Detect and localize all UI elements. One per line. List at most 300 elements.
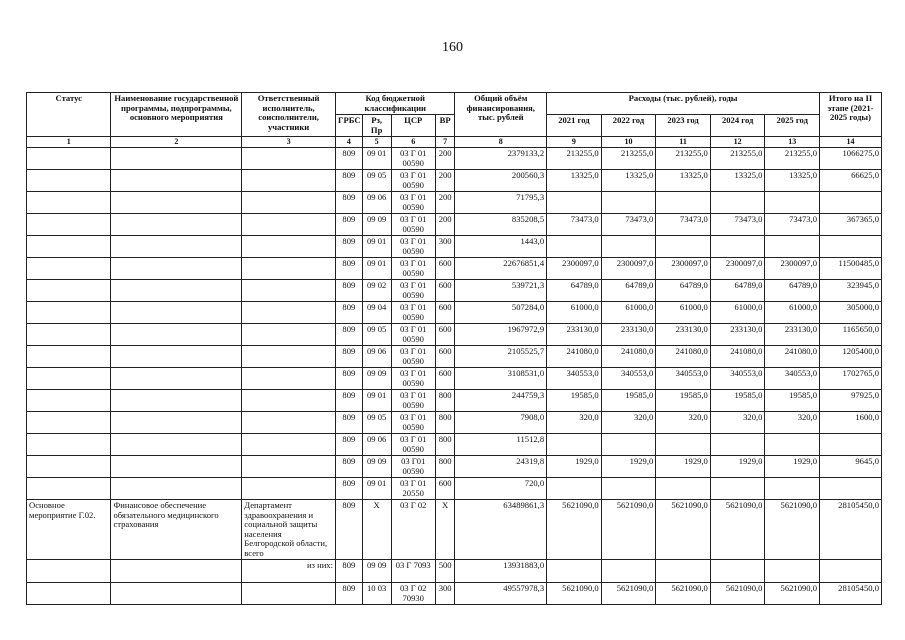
program-cell <box>111 346 242 368</box>
table-row <box>27 280 882 302</box>
year-2022-cell <box>601 192 656 214</box>
vr-cell: 200 <box>435 192 455 214</box>
year-2023-cell: 5621090,0 <box>656 500 711 560</box>
rz-pr-cell: 09 09 <box>362 560 391 583</box>
status-cell <box>27 302 111 324</box>
stage-total-cell <box>820 434 882 456</box>
csr-cell: 03 Г 01 00590 <box>391 368 435 390</box>
table-header <box>27 93 882 148</box>
csr-cell: 03 Г 7093 <box>391 560 435 583</box>
rz-pr-cell: 09 02 <box>362 280 391 302</box>
year-2021-cell: 5621090,0 <box>547 583 602 605</box>
program-cell <box>111 280 242 302</box>
year-2021-cell <box>547 560 602 583</box>
year-2025-cell: 5621090,0 <box>765 500 820 560</box>
vr-cell: 600 <box>435 280 455 302</box>
executor-cell <box>242 412 336 434</box>
year-2022-cell: 1929,0 <box>601 456 656 478</box>
column-number-row <box>27 137 882 148</box>
program-cell <box>111 192 242 214</box>
column-number: 7 <box>435 137 455 148</box>
status-cell <box>27 412 111 434</box>
column-number: 14 <box>820 137 882 148</box>
column-number: 8 <box>455 137 547 148</box>
year-2022-cell: 2300097,0 <box>601 258 656 280</box>
column-number: 4 <box>335 137 362 148</box>
year-2025-cell: 13325,0 <box>765 170 820 192</box>
year-2021-cell: 13325,0 <box>547 170 602 192</box>
vr-cell: 600 <box>435 478 455 500</box>
executor-cell <box>242 346 336 368</box>
table-row <box>27 412 882 434</box>
vr-cell: 600 <box>435 368 455 390</box>
header-year-2021: 2021 год <box>547 115 602 137</box>
year-2023-cell: 19585,0 <box>656 390 711 412</box>
csr-cell: 03 Г 02 <box>391 500 435 560</box>
year-2022-cell <box>601 236 656 258</box>
year-2022-cell: 13325,0 <box>601 170 656 192</box>
year-2025-cell: 213255,0 <box>765 148 820 170</box>
column-number: 12 <box>710 137 765 148</box>
year-2023-cell: 213255,0 <box>656 148 711 170</box>
year-2025-cell: 241080,0 <box>765 346 820 368</box>
status-cell <box>27 368 111 390</box>
year-2024-cell: 5621090,0 <box>710 583 765 605</box>
year-2023-cell: 5621090,0 <box>656 583 711 605</box>
column-number: 13 <box>765 137 820 148</box>
year-2025-cell <box>765 478 820 500</box>
rz-pr-cell: 09 01 <box>362 258 391 280</box>
csr-cell: 03 Г 01 00590 <box>391 258 435 280</box>
year-2025-cell <box>765 434 820 456</box>
year-2021-cell: 61000,0 <box>547 302 602 324</box>
header-rz-pr: Рз, Пр <box>362 115 391 137</box>
total-volume-cell: 244759,3 <box>455 390 547 412</box>
header-program: Наименование государственной программы, подпрограммы, основного мероприятия <box>111 93 242 137</box>
stage-total-cell <box>820 560 882 583</box>
program-cell <box>111 324 242 346</box>
stage-total-cell: 367365,0 <box>820 214 882 236</box>
executor-cell <box>242 170 336 192</box>
year-2023-cell: 2300097,0 <box>656 258 711 280</box>
grbs-cell: 809 <box>335 346 362 368</box>
table-body <box>27 148 882 605</box>
executor-cell <box>242 236 336 258</box>
year-2021-cell <box>547 192 602 214</box>
year-2023-cell <box>656 192 711 214</box>
grbs-cell: 809 <box>335 583 362 605</box>
stage-total-cell <box>820 192 882 214</box>
year-2021-cell: 241080,0 <box>547 346 602 368</box>
header-year-2025: 2025 год <box>765 115 820 137</box>
year-2021-cell: 19585,0 <box>547 390 602 412</box>
total-volume-cell: 71795,3 <box>455 192 547 214</box>
program-cell <box>111 560 242 583</box>
status-cell <box>27 214 111 236</box>
rz-pr-cell: 09 01 <box>362 148 391 170</box>
program-cell <box>111 478 242 500</box>
grbs-cell: 809 <box>335 434 362 456</box>
rz-pr-cell: 09 05 <box>362 412 391 434</box>
stage-total-cell: 305000,0 <box>820 302 882 324</box>
total-volume-cell: 1443,0 <box>455 236 547 258</box>
year-2025-cell: 2300097,0 <box>765 258 820 280</box>
status-cell <box>27 170 111 192</box>
grbs-cell: 809 <box>335 170 362 192</box>
year-2023-cell: 13325,0 <box>656 170 711 192</box>
executor-cell <box>242 148 336 170</box>
year-2024-cell: 320,0 <box>710 412 765 434</box>
table-row <box>27 258 882 280</box>
year-2022-cell: 5621090,0 <box>601 500 656 560</box>
vr-cell: 800 <box>435 390 455 412</box>
year-2024-cell: 340553,0 <box>710 368 765 390</box>
year-2025-cell: 320,0 <box>765 412 820 434</box>
program-cell <box>111 434 242 456</box>
csr-cell: 03 Г 01 00590 <box>391 302 435 324</box>
year-2023-cell: 61000,0 <box>656 302 711 324</box>
executor-cell <box>242 258 336 280</box>
year-2025-cell: 64789,0 <box>765 280 820 302</box>
status-cell <box>27 280 111 302</box>
grbs-cell: 809 <box>335 368 362 390</box>
rz-pr-cell: 09 05 <box>362 170 391 192</box>
table-row <box>27 346 882 368</box>
grbs-cell: 809 <box>335 280 362 302</box>
stage-total-cell: 1066275,0 <box>820 148 882 170</box>
table-row <box>27 390 882 412</box>
table-row <box>27 560 882 583</box>
csr-cell: 03 Г01 00590 <box>391 456 435 478</box>
total-volume-cell: 7908,0 <box>455 412 547 434</box>
csr-cell: 03 Г 01 00590 <box>391 170 435 192</box>
executor-cell <box>242 280 336 302</box>
grbs-cell: 809 <box>335 192 362 214</box>
rz-pr-cell: 09 01 <box>362 236 391 258</box>
program-cell <box>111 368 242 390</box>
status-cell <box>27 583 111 605</box>
table-row <box>27 583 882 605</box>
vr-cell: Х <box>435 500 455 560</box>
status-cell <box>27 236 111 258</box>
total-volume-cell: 3108531,0 <box>455 368 547 390</box>
year-2021-cell: 340553,0 <box>547 368 602 390</box>
column-number: 11 <box>656 137 711 148</box>
year-2025-cell <box>765 236 820 258</box>
column-number: 5 <box>362 137 391 148</box>
grbs-cell: 809 <box>335 302 362 324</box>
program-cell <box>111 148 242 170</box>
year-2021-cell: 213255,0 <box>547 148 602 170</box>
year-2023-cell: 1929,0 <box>656 456 711 478</box>
total-volume-cell: 720,0 <box>455 478 547 500</box>
rz-pr-cell: 09 09 <box>362 214 391 236</box>
total-volume-cell: 2105525,7 <box>455 346 547 368</box>
vr-cell: 200 <box>435 148 455 170</box>
stage-total-cell: 323945,0 <box>820 280 882 302</box>
year-2023-cell: 64789,0 <box>656 280 711 302</box>
year-2023-cell <box>656 560 711 583</box>
executor-cell <box>242 456 336 478</box>
header-budget-code: Код бюджетной классификации <box>335 93 454 115</box>
year-2024-cell: 233130,0 <box>710 324 765 346</box>
year-2021-cell: 2300097,0 <box>547 258 602 280</box>
grbs-cell: 809 <box>335 456 362 478</box>
header-vr: ВР <box>435 115 455 137</box>
total-volume-cell: 22676851,4 <box>455 258 547 280</box>
executor-cell <box>242 192 336 214</box>
grbs-cell: 809 <box>335 412 362 434</box>
csr-cell: 03 Г 01 00590 <box>391 214 435 236</box>
executor-cell <box>242 302 336 324</box>
year-2025-cell: 340553,0 <box>765 368 820 390</box>
rz-pr-cell: 09 09 <box>362 368 391 390</box>
year-2021-cell: 233130,0 <box>547 324 602 346</box>
vr-cell: 600 <box>435 346 455 368</box>
year-2021-cell: 5621090,0 <box>547 500 602 560</box>
table-row <box>27 500 882 560</box>
vr-cell: 600 <box>435 302 455 324</box>
year-2022-cell: 64789,0 <box>601 280 656 302</box>
header-csr: ЦСР <box>391 115 435 137</box>
year-2021-cell: 73473,0 <box>547 214 602 236</box>
header-executor: Ответственный исполнитель, соисполнители, участники <box>242 93 336 137</box>
year-2025-cell: 5621090,0 <box>765 583 820 605</box>
csr-cell: 03 Г 01 00590 <box>391 324 435 346</box>
rz-pr-cell: Х <box>362 500 391 560</box>
year-2023-cell: 241080,0 <box>656 346 711 368</box>
vr-cell: 300 <box>435 236 455 258</box>
stage-total-cell: 1205400,0 <box>820 346 882 368</box>
year-2021-cell <box>547 236 602 258</box>
total-volume-cell: 200560,3 <box>455 170 547 192</box>
year-2025-cell: 19585,0 <box>765 390 820 412</box>
grbs-cell: 809 <box>335 258 362 280</box>
total-volume-cell: 24319,8 <box>455 456 547 478</box>
executor-cell <box>242 214 336 236</box>
rz-pr-cell: 09 04 <box>362 302 391 324</box>
header-status: Статус <box>27 93 111 137</box>
status-cell <box>27 456 111 478</box>
year-2023-cell: 340553,0 <box>656 368 711 390</box>
total-volume-cell: 11512,8 <box>455 434 547 456</box>
executor-cell <box>242 478 336 500</box>
total-volume-cell: 63489861,3 <box>455 500 547 560</box>
status-cell <box>27 324 111 346</box>
rz-pr-cell: 09 05 <box>362 324 391 346</box>
csr-cell: 03 Г 01 00590 <box>391 346 435 368</box>
year-2025-cell: 73473,0 <box>765 214 820 236</box>
rz-pr-cell: 09 01 <box>362 478 391 500</box>
vr-cell: 500 <box>435 560 455 583</box>
csr-cell: 03 Г 01 00590 <box>391 390 435 412</box>
column-number: 1 <box>27 137 111 148</box>
year-2022-cell: 233130,0 <box>601 324 656 346</box>
column-number: 6 <box>391 137 435 148</box>
year-2024-cell: 2300097,0 <box>710 258 765 280</box>
program-cell <box>111 236 242 258</box>
table-row <box>27 478 882 500</box>
table-row <box>27 434 882 456</box>
year-2023-cell: 73473,0 <box>656 214 711 236</box>
stage-total-cell: 66625,0 <box>820 170 882 192</box>
rz-pr-cell: 09 06 <box>362 192 391 214</box>
table-row <box>27 214 882 236</box>
year-2022-cell: 241080,0 <box>601 346 656 368</box>
status-cell <box>27 434 111 456</box>
stage-total-cell <box>820 478 882 500</box>
stage-total-cell: 1165650,0 <box>820 324 882 346</box>
vr-cell: 800 <box>435 456 455 478</box>
program-cell <box>111 583 242 605</box>
year-2024-cell <box>710 560 765 583</box>
program-cell <box>111 302 242 324</box>
rz-pr-cell: 09 01 <box>362 390 391 412</box>
executor-cell: из них: <box>242 560 336 583</box>
table-row <box>27 148 882 170</box>
vr-cell: 800 <box>435 434 455 456</box>
executor-cell <box>242 583 336 605</box>
year-2024-cell: 1929,0 <box>710 456 765 478</box>
status-cell <box>27 192 111 214</box>
csr-cell: 03 Г 01 00590 <box>391 412 435 434</box>
stage-total-cell: 28105450,0 <box>820 583 882 605</box>
header-total-volume: Общий объём финансирования, тыс. рублей <box>455 93 547 137</box>
stage-total-cell: 11500485,0 <box>820 258 882 280</box>
year-2023-cell <box>656 434 711 456</box>
executor-cell <box>242 434 336 456</box>
year-2024-cell: 5621090,0 <box>710 500 765 560</box>
year-2022-cell: 73473,0 <box>601 214 656 236</box>
total-volume-cell: 539721,3 <box>455 280 547 302</box>
budget-table <box>26 92 882 605</box>
rz-pr-cell: 10 03 <box>362 583 391 605</box>
vr-cell: 200 <box>435 170 455 192</box>
year-2025-cell: 61000,0 <box>765 302 820 324</box>
program-cell: Финансовое обеспечение обязательного медицинского страхования <box>111 500 242 560</box>
status-cell <box>27 560 111 583</box>
year-2024-cell <box>710 478 765 500</box>
table-row <box>27 192 882 214</box>
table-row <box>27 302 882 324</box>
executor-cell <box>242 368 336 390</box>
year-2022-cell <box>601 560 656 583</box>
grbs-cell: 809 <box>335 324 362 346</box>
executor-cell <box>242 390 336 412</box>
stage-total-cell <box>820 236 882 258</box>
year-2024-cell <box>710 192 765 214</box>
year-2024-cell: 61000,0 <box>710 302 765 324</box>
table-row <box>27 324 882 346</box>
grbs-cell: 809 <box>335 500 362 560</box>
year-2023-cell: 233130,0 <box>656 324 711 346</box>
program-cell <box>111 258 242 280</box>
year-2023-cell <box>656 478 711 500</box>
year-2022-cell <box>601 478 656 500</box>
year-2022-cell: 340553,0 <box>601 368 656 390</box>
program-cell <box>111 214 242 236</box>
year-2024-cell: 13325,0 <box>710 170 765 192</box>
grbs-cell: 809 <box>335 236 362 258</box>
year-2024-cell: 19585,0 <box>710 390 765 412</box>
grbs-cell: 809 <box>335 214 362 236</box>
status-cell <box>27 148 111 170</box>
year-2025-cell <box>765 192 820 214</box>
year-2022-cell: 213255,0 <box>601 148 656 170</box>
year-2022-cell: 19585,0 <box>601 390 656 412</box>
year-2021-cell <box>547 434 602 456</box>
status-cell <box>27 478 111 500</box>
page-number: 160 <box>442 40 463 55</box>
year-2022-cell: 5621090,0 <box>601 583 656 605</box>
total-volume-cell: 49557978,3 <box>455 583 547 605</box>
header-year-2024: 2024 год <box>710 115 765 137</box>
year-2024-cell: 73473,0 <box>710 214 765 236</box>
vr-cell: 800 <box>435 412 455 434</box>
program-cell <box>111 390 242 412</box>
stage-total-cell: 9645,0 <box>820 456 882 478</box>
csr-cell: 03 Г 01 00590 <box>391 192 435 214</box>
table-row <box>27 456 882 478</box>
status-cell <box>27 390 111 412</box>
csr-cell: 03 Г 02 70930 <box>391 583 435 605</box>
vr-cell: 200 <box>435 214 455 236</box>
year-2022-cell <box>601 434 656 456</box>
year-2024-cell <box>710 434 765 456</box>
grbs-cell: 809 <box>335 560 362 583</box>
year-2025-cell: 1929,0 <box>765 456 820 478</box>
year-2024-cell <box>710 236 765 258</box>
header-grbs: ГРБС <box>335 115 362 137</box>
header-expenses: Расходы (тыс. рублей), годы <box>547 93 820 115</box>
table-row <box>27 170 882 192</box>
csr-cell: 03 Г 01 00590 <box>391 148 435 170</box>
table-row <box>27 368 882 390</box>
grbs-cell: 809 <box>335 478 362 500</box>
year-2022-cell: 61000,0 <box>601 302 656 324</box>
table-row <box>27 236 882 258</box>
rz-pr-cell: 09 06 <box>362 434 391 456</box>
year-2023-cell: 320,0 <box>656 412 711 434</box>
csr-cell: 03 Г 01 00590 <box>391 280 435 302</box>
stage-total-cell: 1600,0 <box>820 412 882 434</box>
stage-total-cell: 28105450,0 <box>820 500 882 560</box>
header-year-2022: 2022 год <box>601 115 656 137</box>
vr-cell: 600 <box>435 258 455 280</box>
year-2024-cell: 213255,0 <box>710 148 765 170</box>
vr-cell: 300 <box>435 583 455 605</box>
year-2024-cell: 241080,0 <box>710 346 765 368</box>
csr-cell: 03 Г 01 00590 <box>391 434 435 456</box>
year-2025-cell <box>765 560 820 583</box>
year-2025-cell: 233130,0 <box>765 324 820 346</box>
total-volume-cell: 2379133,2 <box>455 148 547 170</box>
column-number: 2 <box>111 137 242 148</box>
program-cell <box>111 412 242 434</box>
year-2021-cell: 320,0 <box>547 412 602 434</box>
column-number: 9 <box>547 137 602 148</box>
status-cell <box>27 258 111 280</box>
status-cell <box>27 346 111 368</box>
status-cell: Основное мероприятие Г.02. <box>27 500 111 560</box>
header-year-2023: 2023 год <box>656 115 711 137</box>
year-2023-cell <box>656 236 711 258</box>
column-number: 3 <box>242 137 336 148</box>
total-volume-cell: 835208,5 <box>455 214 547 236</box>
csr-cell: 03 Г 01 20550 <box>391 478 435 500</box>
program-cell <box>111 170 242 192</box>
grbs-cell: 809 <box>335 148 362 170</box>
